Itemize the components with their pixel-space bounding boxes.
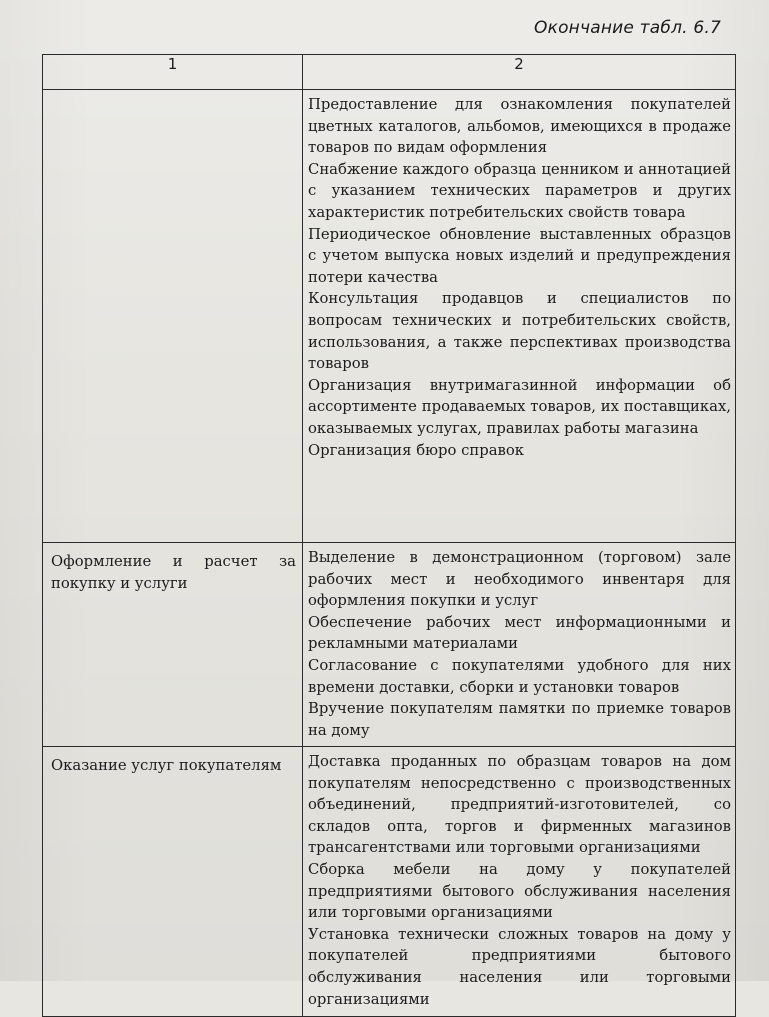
list-item: Доставка проданных по образцам товаров на дом покупателям непосредственно с производственных объединений, предприятий-изготовителей, со складов опта, торгов и фирменных магазинов трансагентствами или торговыми организациями — [308, 753, 731, 857]
row-label — [43, 90, 303, 543]
list-item: Периодическое обновление выставленных образцов с учетом выпуска новых изделий и предупреждения потери качества — [308, 225, 731, 286]
table-row — [43, 543, 736, 747]
data-table — [42, 54, 736, 1017]
row-items — [303, 747, 736, 1017]
row-label: Оказание услуг покупателям — [43, 747, 303, 1017]
list-item: Предоставление для ознакомления покупателей цветных каталогов, альбомов, имеющихся в продаже товаров по видам оформления — [308, 96, 731, 157]
list-item: Консультация продавцов и специалистов по вопросам технических и потребительских свойств, использования, а также перспективах производства товаров — [308, 290, 731, 373]
table-row — [43, 90, 736, 543]
header-cell-1: 1 — [43, 55, 303, 90]
list-item: Сборка мебели на дому у покупателей предприятиями бытового обслуживания населения или торговыми организациями — [308, 860, 731, 922]
list-item: Организация бюро справок — [308, 441, 525, 459]
list-item: Снабжение каждого образца ценником и аннотацией с указанием технических параметров и других характеристик потребительских свойств товара — [308, 160, 731, 221]
list-item: Вручение покупателям памятки по приемке товаров на дому — [308, 700, 731, 739]
header-cell-2: 2 — [303, 55, 736, 90]
row-items — [303, 543, 736, 747]
table-row — [43, 747, 736, 1017]
header-row — [43, 55, 736, 90]
row-label: Оформление и расчет за покупку и услуги — [43, 543, 303, 747]
row-items — [303, 90, 736, 543]
list-item: Организация внутримагазинной информации об ассортименте продаваемых товаров, их поставщиках, оказываемых услугах, правилах работы магазина — [308, 376, 731, 437]
list-item: Обеспечение рабочих мест информационными и рекламными материалами — [308, 613, 731, 653]
table-caption: Окончание табл. 6.7 — [534, 18, 721, 38]
list-item: Согласование с покупателями удобного для них времени доставки, сборки и установки товаров — [308, 656, 731, 696]
list-item: Выделение в демонстрационном (торговом) зале рабочих мест и необходимого инвентаря для оформления покупки и услуг — [308, 549, 731, 610]
list-item: Установка технически сложных товаров на дому у покупателей предприятиями бытового обслуживания населения или торговыми организациями — [308, 925, 731, 1008]
